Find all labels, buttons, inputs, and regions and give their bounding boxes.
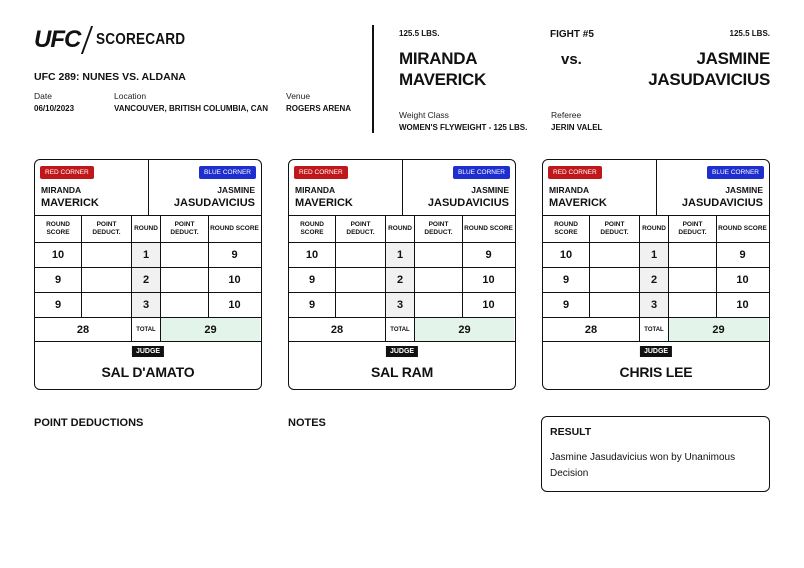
- red-total: 28: [289, 318, 386, 341]
- table-row: [543, 243, 769, 268]
- fighter-name-line: MIRANDA: [549, 185, 590, 195]
- col-round: ROUND: [386, 216, 415, 242]
- point-deduction-cell: [336, 293, 386, 317]
- fighter-name-line: JASUDAVICIUS: [173, 197, 255, 209]
- point-deduction-cell: [415, 268, 463, 292]
- table-row: [543, 268, 769, 293]
- blue-fighter-name: [648, 48, 770, 90]
- red-weight: 125.5 LBS.: [399, 29, 440, 38]
- round-number: 1: [640, 243, 669, 267]
- table-row: [289, 293, 515, 318]
- fighter-name-line: JASMINE: [471, 185, 509, 195]
- score-cell: 9: [543, 293, 590, 317]
- blue-corner-badge: BLUE CORNER: [707, 166, 764, 179]
- fighter-name-line: MIRANDA: [41, 185, 82, 195]
- blue-total: 29: [669, 318, 768, 341]
- result-title: RESULT: [550, 426, 592, 438]
- table-row: [543, 293, 769, 318]
- round-number: 3: [132, 293, 161, 317]
- col-blue-point-deduct: POINT DEDUCT.: [161, 216, 209, 242]
- score-cell: 9: [289, 293, 336, 317]
- red-total: 28: [543, 318, 640, 341]
- red-corner-name: [295, 185, 353, 210]
- point-deduction-cell: [161, 293, 209, 317]
- col-blue-point-deduct: POINT DEDUCT.: [669, 216, 717, 242]
- table-row: [289, 243, 515, 268]
- total-label: TOTAL: [386, 318, 415, 341]
- point-deduction-cell: [590, 243, 640, 267]
- score-cell: 10: [543, 243, 590, 267]
- col-blue-round-score: ROUND SCORE: [718, 225, 767, 232]
- point-deduction-cell: [669, 243, 717, 267]
- fighter-name-line: MIRANDA: [295, 185, 336, 195]
- round-number: 3: [386, 293, 415, 317]
- score-cell: 10: [228, 299, 241, 311]
- round-number: 1: [386, 243, 415, 267]
- col-blue-round-score: ROUND SCORE: [210, 225, 259, 232]
- red-total: 28: [35, 318, 132, 341]
- corners-header: [289, 160, 515, 216]
- score-cell: 10: [736, 299, 749, 311]
- point-deduction-cell: [415, 243, 463, 267]
- fighter-name-line: MAVERICK: [549, 197, 607, 209]
- point-deduction-cell: [161, 243, 209, 267]
- fighter-name-line: JASMINE: [217, 185, 255, 195]
- blue-last-name: JASUDAVICIUS: [648, 70, 770, 89]
- point-deduction-cell: [82, 268, 132, 292]
- score-table: [289, 216, 515, 342]
- blue-first-name: JASMINE: [696, 49, 770, 68]
- table-row: [289, 268, 515, 293]
- corners-header: [543, 160, 769, 216]
- venue-label: Venue: [286, 91, 311, 101]
- score-cell: 10: [482, 299, 495, 311]
- totals-row: [289, 318, 515, 342]
- judge-scorecard-2: [288, 159, 516, 390]
- col-red-point-deduct: POINT DEDUCT.: [336, 216, 386, 242]
- table-row: [35, 293, 261, 318]
- table-header: [289, 216, 515, 243]
- judge-badge: JUDGE: [386, 346, 418, 357]
- logo-divider: [81, 26, 93, 54]
- referee-label: Referee: [551, 110, 582, 120]
- round-number: 3: [640, 293, 669, 317]
- corner-divider: [148, 160, 149, 216]
- corners-header: [35, 160, 261, 216]
- point-deduction-cell: [669, 293, 717, 317]
- score-cell: 10: [35, 243, 82, 267]
- score-cell: 9: [543, 268, 590, 292]
- score-cell: 9: [739, 249, 746, 261]
- judge-name: SAL RAM: [370, 364, 434, 380]
- date-label: Date: [34, 91, 52, 101]
- round-number: 2: [640, 268, 669, 292]
- vs-label: vs.: [561, 51, 582, 68]
- point-deduction-cell: [161, 268, 209, 292]
- blue-corner-badge: BLUE CORNER: [453, 166, 510, 179]
- red-corner-name: [41, 185, 99, 210]
- score-table: [543, 216, 769, 342]
- red-corner-badge: RED CORNER: [294, 166, 348, 179]
- point-deduction-cell: [590, 293, 640, 317]
- score-cell: 9: [231, 249, 238, 261]
- table-row: [35, 243, 261, 268]
- blue-corner-name: [428, 185, 509, 210]
- score-cell: 10: [736, 274, 749, 286]
- col-red-round-score: ROUND SCORE: [289, 216, 336, 242]
- red-corner-name: [549, 185, 607, 210]
- red-corner-badge: RED CORNER: [40, 166, 94, 179]
- location-label: Location: [114, 91, 147, 101]
- total-label: TOTAL: [640, 318, 669, 341]
- blue-total: 29: [161, 318, 260, 341]
- red-fighter-name: [399, 48, 486, 90]
- col-red-round-score: ROUND SCORE: [35, 216, 82, 242]
- fighter-name-line: JASUDAVICIUS: [681, 197, 763, 209]
- event-name: UFC 289: NUNES VS. ALDANA: [34, 71, 186, 83]
- col-red-point-deduct: POINT DEDUCT.: [590, 216, 640, 242]
- blue-corner-badge: BLUE CORNER: [199, 166, 256, 179]
- weight-class-value: WOMEN'S FLYWEIGHT - 125 LBS.: [399, 123, 528, 132]
- point-deduction-cell: [415, 293, 463, 317]
- score-cell: 9: [35, 268, 82, 292]
- judge-badge: JUDGE: [132, 346, 164, 357]
- result-box: [541, 416, 770, 492]
- referee-value: JERIN VALEL: [551, 123, 603, 132]
- score-cell: 10: [482, 274, 495, 286]
- judge-scorecard-1: [34, 159, 262, 390]
- red-last-name: MAVERICK: [399, 70, 487, 89]
- point-deduction-cell: [336, 268, 386, 292]
- score-cell: 10: [228, 274, 241, 286]
- blue-corner-name: [682, 185, 763, 210]
- date-value: 06/10/2023: [34, 104, 75, 113]
- point-deduction-cell: [82, 243, 132, 267]
- table-header: [543, 216, 769, 243]
- document-title: SCORECARD: [96, 31, 186, 48]
- score-cell: 9: [485, 249, 492, 261]
- round-number: 1: [132, 243, 161, 267]
- point-deduction-cell: [590, 268, 640, 292]
- result-text: Jasmine Jasudavicius won by Unanimous Decision: [550, 452, 736, 479]
- col-round: ROUND: [132, 216, 161, 242]
- col-blue-round-score: ROUND SCORE: [464, 225, 513, 232]
- blue-total: 29: [415, 318, 514, 341]
- judge-name: CHRIS LEE: [619, 364, 693, 380]
- fighter-name-line: JASMINE: [725, 185, 763, 195]
- corner-divider: [402, 160, 403, 216]
- round-number: 2: [386, 268, 415, 292]
- blue-weight: 125.5 LBS.: [729, 29, 770, 38]
- corner-divider: [656, 160, 657, 216]
- score-table: [35, 216, 261, 342]
- red-corner-badge: RED CORNER: [548, 166, 602, 179]
- totals-row: [543, 318, 769, 342]
- point-deduction-cell: [669, 268, 717, 292]
- table-header: [35, 216, 261, 243]
- col-red-point-deduct: POINT DEDUCT.: [82, 216, 132, 242]
- ufc-logo: [34, 26, 201, 54]
- point-deduction-cell: [336, 243, 386, 267]
- totals-row: [35, 318, 261, 342]
- total-label: TOTAL: [132, 318, 161, 341]
- logo-mark: UFC: [34, 26, 81, 53]
- table-row: [35, 268, 261, 293]
- score-cell: 9: [35, 293, 82, 317]
- red-first-name: MIRANDA: [399, 49, 478, 68]
- col-blue-point-deduct: POINT DEDUCT.: [415, 216, 463, 242]
- fighter-name-line: MAVERICK: [295, 197, 353, 209]
- point-deduction-cell: [82, 293, 132, 317]
- header-divider: [372, 25, 374, 133]
- score-cell: 9: [289, 268, 336, 292]
- point-deductions-title: POINT DEDUCTIONS: [34, 417, 144, 429]
- col-red-round-score: ROUND SCORE: [543, 216, 590, 242]
- judge-badge: JUDGE: [640, 346, 672, 357]
- judge-name: SAL D'AMATO: [101, 364, 195, 380]
- weight-class-label: Weight Class: [399, 110, 449, 120]
- fighter-name-line: MAVERICK: [41, 197, 99, 209]
- notes-title: NOTES: [288, 417, 326, 429]
- score-cell: 10: [289, 243, 336, 267]
- blue-corner-name: [174, 185, 255, 210]
- col-round: ROUND: [640, 216, 669, 242]
- fighter-name-line: JASUDAVICIUS: [427, 197, 509, 209]
- fight-number: FIGHT #5: [550, 29, 594, 40]
- round-number: 2: [132, 268, 161, 292]
- location-value: VANCOUVER, BRITISH COLUMBIA, CAN: [114, 104, 269, 113]
- judge-scorecard-3: [542, 159, 770, 390]
- venue-value: ROGERS ARENA: [286, 104, 352, 113]
